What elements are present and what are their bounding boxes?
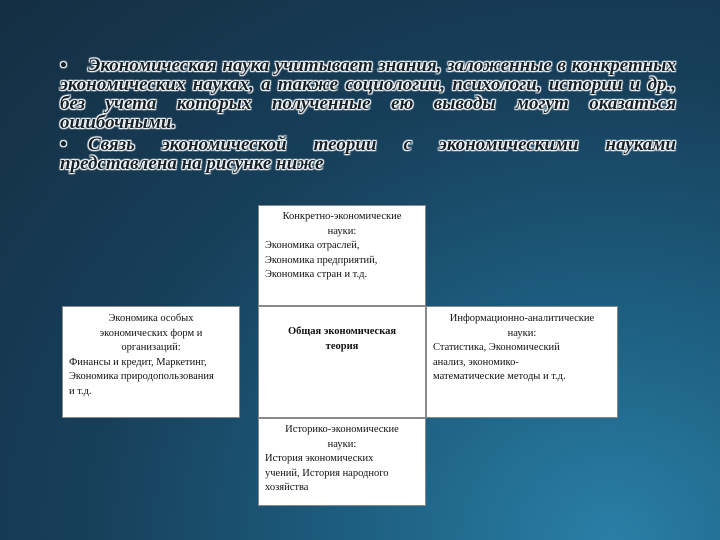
bullet-marker: • (60, 134, 67, 155)
box-body-line: и т.д. (69, 385, 92, 397)
box-title-line: организаций: (121, 342, 181, 353)
box-body-line: анализ, экономико- (433, 356, 519, 368)
diagram-box-concrete-economic (258, 205, 426, 306)
box-body-line: математические методы и т.д. (433, 371, 566, 382)
box-body-line: учений, История народного (265, 467, 389, 479)
box-body-line: История экономических (265, 453, 374, 464)
box-title-line: Историко-экономические (285, 424, 399, 435)
bullet-item (60, 56, 676, 132)
diagram-box-general-theory (258, 306, 426, 418)
diagram-box-historical (258, 418, 426, 506)
box-title-line: науки: (327, 438, 357, 450)
box-title-line: теория (325, 340, 359, 352)
bullet-marker: • (60, 55, 67, 76)
box-title-line: Экономика особых (108, 313, 194, 324)
box-body-line: Финансы и кредит, Маркетинг, (69, 356, 207, 368)
box-title-line: Конкретно-экономические (282, 211, 402, 222)
box-body-line: Статистика, Экономический (433, 342, 560, 353)
bullet-text: Связь экономической теории с экономическими науками представлена на рисунке ниже (60, 134, 676, 174)
box-body-line: Экономика отраслей, (265, 240, 360, 251)
bullet-text: Экономическая наука учитывает знания, заложенные в конкретных экономических науках, а также социологии, психологи, истории и др., без учета которых полученные ею выводы могут оказаться ошибочными. (60, 55, 676, 133)
box-title-line: экономических форм и (99, 327, 203, 339)
box-body-line: Экономика природопользования (69, 371, 214, 382)
box-body-line: Экономика предприятий, (265, 254, 378, 266)
box-title-line: Общая экономическая (287, 326, 397, 337)
box-title-line: науки: (327, 225, 357, 237)
bullet-item (60, 135, 676, 173)
diagram-box-special-forms (62, 306, 240, 418)
box-title-line: науки: (507, 327, 537, 339)
box-title-line: Информационно-аналитические (449, 313, 595, 324)
box-body-line: Экономика стран и т.д. (265, 269, 368, 280)
box-body-line: хозяйства (265, 482, 309, 493)
diagram-box-analytical (426, 306, 618, 418)
bullet-list (60, 56, 676, 176)
